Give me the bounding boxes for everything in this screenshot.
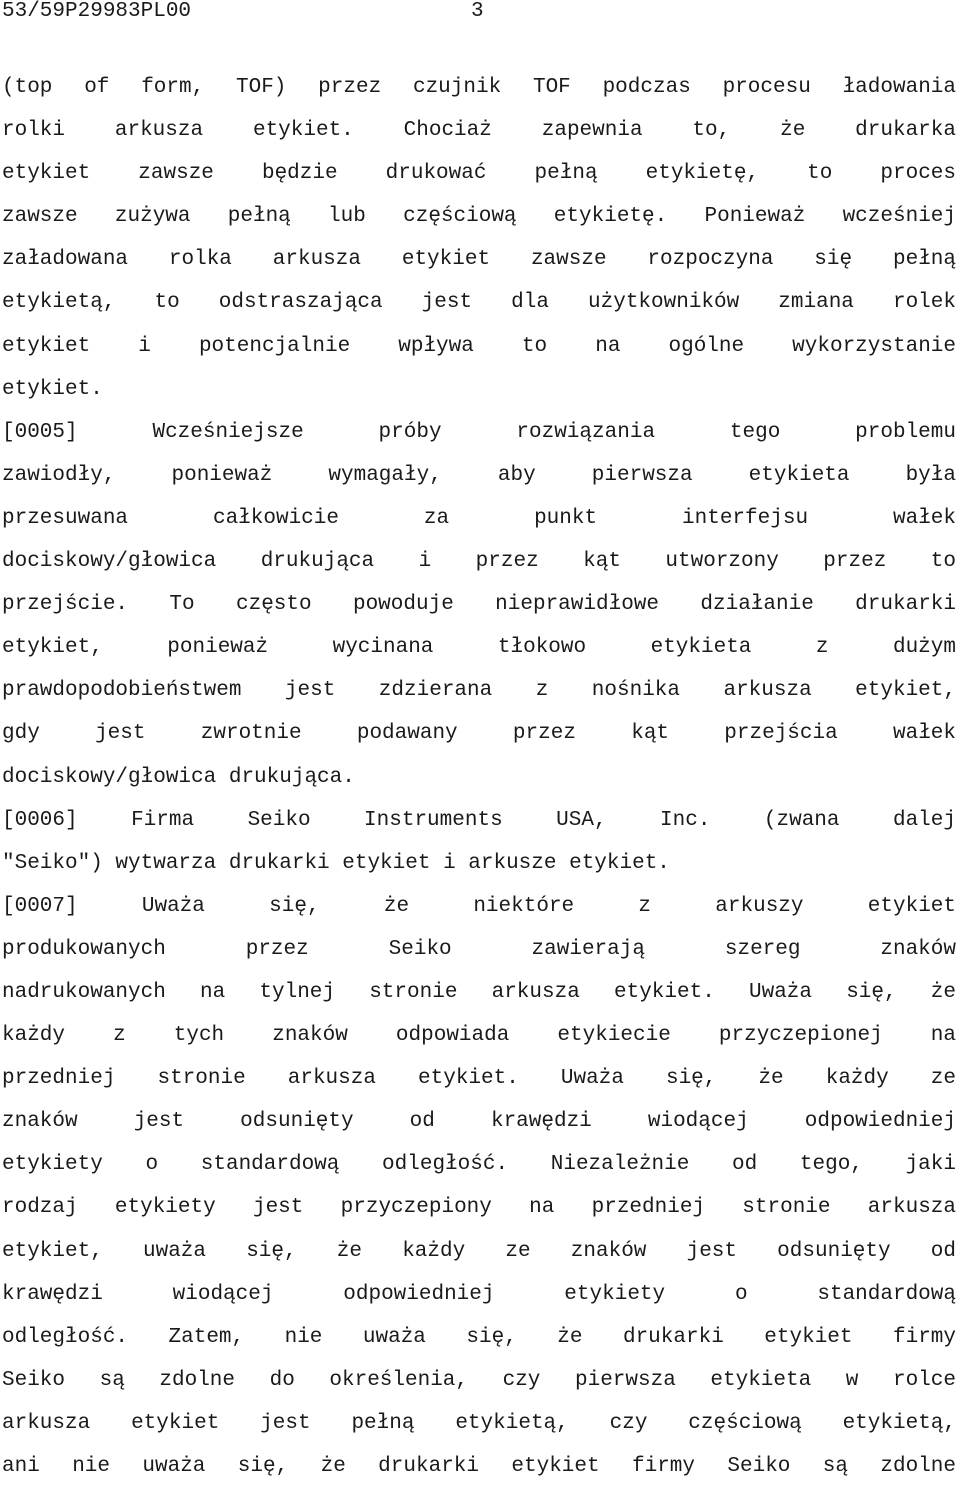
text-line: każdy z tych znaków odpowiada etykiecie przyczepionej na (2, 1024, 956, 1048)
text-line: nadrukowanych na tylnej stronie arkusza etykiet. Uważa się, że (2, 980, 956, 1004)
text-line: krawędzi wiodącej odpowiedniej etykiety o standardową (2, 1282, 956, 1306)
text-line: ani nie uważa się, że drukarki etykiet firmy Seiko są zdolne (2, 1455, 956, 1478)
text-line: etykiet zawsze będzie drukować pełną etykietę, to proces (2, 162, 956, 186)
text-line: (top of form, TOF) przez czujnik TOF podczas procesu ładowania (2, 76, 956, 99)
text-line: etykiet. (2, 377, 103, 401)
text-line: dociskowy/głowica drukująca i przez kąt utworzony przez to (2, 550, 956, 574)
text-line: zawiodły, ponieważ wymagały, aby pierwsza etykieta była (2, 463, 956, 487)
text-line: przesuwana całkowicie za punkt interfejsu wałek (2, 506, 956, 530)
document-body (2, 66, 956, 1488)
text-line: etykiety o standardową odległość. Niezależnie od tego, jaki (2, 1153, 956, 1177)
text-line: etykiet, uważa się, że każdy ze znaków jest odsunięty od (2, 1239, 956, 1263)
text-line: produkowanych przez Seiko zawierają szereg znaków (2, 937, 956, 961)
document-id: 53/59P29983PL00 (2, 0, 192, 23)
text-line: prawdopodobieństwem jest zdzierana z nośnika arkusza etykiet, (2, 679, 956, 703)
text-line: etykietą, to odstraszająca jest dla użytkowników zmiana rolek (2, 291, 956, 315)
page-number: 3 (471, 0, 484, 23)
text-line: etykiet i potencjalnie wpływa to na ogólne wykorzystanie (2, 334, 956, 358)
text-line: dociskowy/głowica drukująca. (2, 765, 355, 789)
text-line: przedniej stronie arkusza etykiet. Uważa się, że każdy ze (2, 1067, 956, 1091)
text-line: [0005] Wcześniejsze próby rozwiązania tego problemu (2, 420, 956, 444)
text-line: etykiet, ponieważ wycinana tłokowo etykieta z dużym (2, 636, 956, 660)
text-line: załadowana rolka arkusza etykiet zawsze rozpoczyna się pełną (2, 248, 956, 272)
text-line: [0006] Firma Seiko Instruments USA, Inc. (zwana dalej (2, 808, 956, 832)
text-line: rodzaj etykiety jest przyczepiony na przedniej stronie arkusza (2, 1196, 956, 1220)
text-line: rolki arkusza etykiet. Chociaż zapewnia to, że drukarka (2, 119, 956, 143)
text-line: arkusza etykiet jest pełną etykietą, czy częściową etykietą, (2, 1411, 956, 1435)
text-line: "Seiko") wytwarza drukarki etykiet i arkusze etykiet. (2, 851, 670, 875)
text-line: Seiko są zdolne do określenia, czy pierwsza etykieta w rolce (2, 1368, 956, 1392)
text-line: gdy jest zwrotnie podawany przez kąt przejścia wałek (2, 722, 956, 746)
text-line: odległość. Zatem, nie uważa się, że drukarki etykiet firmy (2, 1325, 956, 1349)
text-line: znaków jest odsunięty od krawędzi wiodącej odpowiedniej (2, 1110, 956, 1134)
text-line: [0007] Uważa się, że niektóre z arkuszy etykiet (2, 894, 956, 918)
text-line: zawsze zużywa pełną lub częściową etykietę. Ponieważ wcześniej (2, 205, 956, 229)
text-line: przejście. To często powoduje nieprawidłowe działanie drukarki (2, 593, 956, 617)
